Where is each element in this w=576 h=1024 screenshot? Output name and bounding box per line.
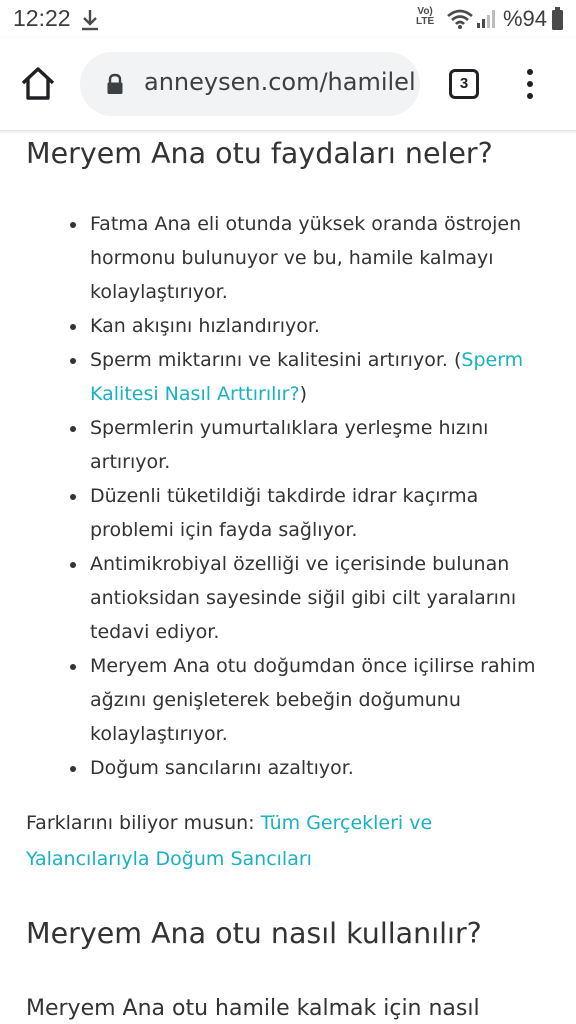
list-item: Spermlerin yumurtalıklara yerleşme hızını artırıyor.	[90, 411, 550, 479]
bullet	[70, 358, 76, 364]
heading-benefits: Meryem Ana otu faydaları neler?	[26, 137, 493, 170]
list-item: Meryem Ana otu doğumdan önce içilirse rahim ağzını genişleterek bebeğin doğumunu kolaylaştırıyor.	[90, 649, 550, 751]
bullet	[70, 324, 76, 330]
usage-intro: Meryem Ana otu hamile kalmak için nasıl	[26, 996, 480, 1021]
benefits-list	[90, 207, 550, 785]
url-text: anneysen.com/hamilel	[144, 68, 416, 96]
lock-icon	[106, 73, 124, 95]
bullet	[70, 664, 76, 670]
bullet	[70, 222, 76, 228]
related-article-link[interactable]: Tüm Gerçekleri ve	[260, 812, 433, 834]
sperm-quality-link-cont[interactable]: Kalitesi Nasıl Arttırılır?	[90, 383, 300, 405]
more-options-icon[interactable]	[520, 66, 540, 102]
list-item: Düzenli tüketildiği takdirde idrar kaçırma problemi için fayda sağlıyor.	[90, 479, 550, 547]
list-item: Sperm miktarını ve kalitesini artırıyor. (Sperm Kalitesi Nasıl Arttırılır?)	[90, 343, 550, 411]
sperm-quality-link[interactable]: Sperm	[461, 349, 524, 371]
bullet	[70, 426, 76, 432]
bullet	[70, 766, 76, 772]
url-bar[interactable]	[80, 52, 420, 116]
wifi-icon	[446, 8, 474, 30]
related-article-link-cont[interactable]: Yalancılarıyla Doğum Sancıları	[26, 848, 312, 870]
tab-switcher-button[interactable]: 3	[449, 69, 479, 99]
status-bar	[0, 0, 576, 38]
list-item: Doğum sancılarını azaltıyor.	[90, 751, 550, 785]
bullet	[70, 494, 76, 500]
home-icon[interactable]	[18, 64, 58, 104]
list-item: Kan akışını hızlandırıyor.	[90, 309, 550, 343]
battery-level: %94	[503, 6, 548, 31]
related-article: Farklarını biliyor musun: Tüm Gerçekleri ve Yalancılarıyla Doğum Sancıları	[26, 805, 432, 877]
volte-icon: Vo) LTE	[416, 6, 435, 27]
signal-icon	[476, 9, 498, 29]
article-content	[0, 131, 576, 1024]
status-time: 12:22	[13, 5, 71, 31]
battery-icon	[551, 7, 564, 31]
list-item: Antimikrobiyal özelliği ve içerisinde bulunan antioksidan sayesinde siğil gibi cilt yaralarını tedavi ediyor.	[90, 547, 550, 649]
list-item: Fatma Ana eli otunda yüksek oranda östrojen hormonu bulunuyor ve bu, hamile kalmayı kolaylaştırıyor.	[90, 207, 550, 309]
bullet	[70, 562, 76, 568]
download-icon	[80, 9, 100, 31]
heading-usage: Meryem Ana otu nasıl kullanılır?	[26, 917, 482, 950]
browser-toolbar	[0, 38, 576, 131]
